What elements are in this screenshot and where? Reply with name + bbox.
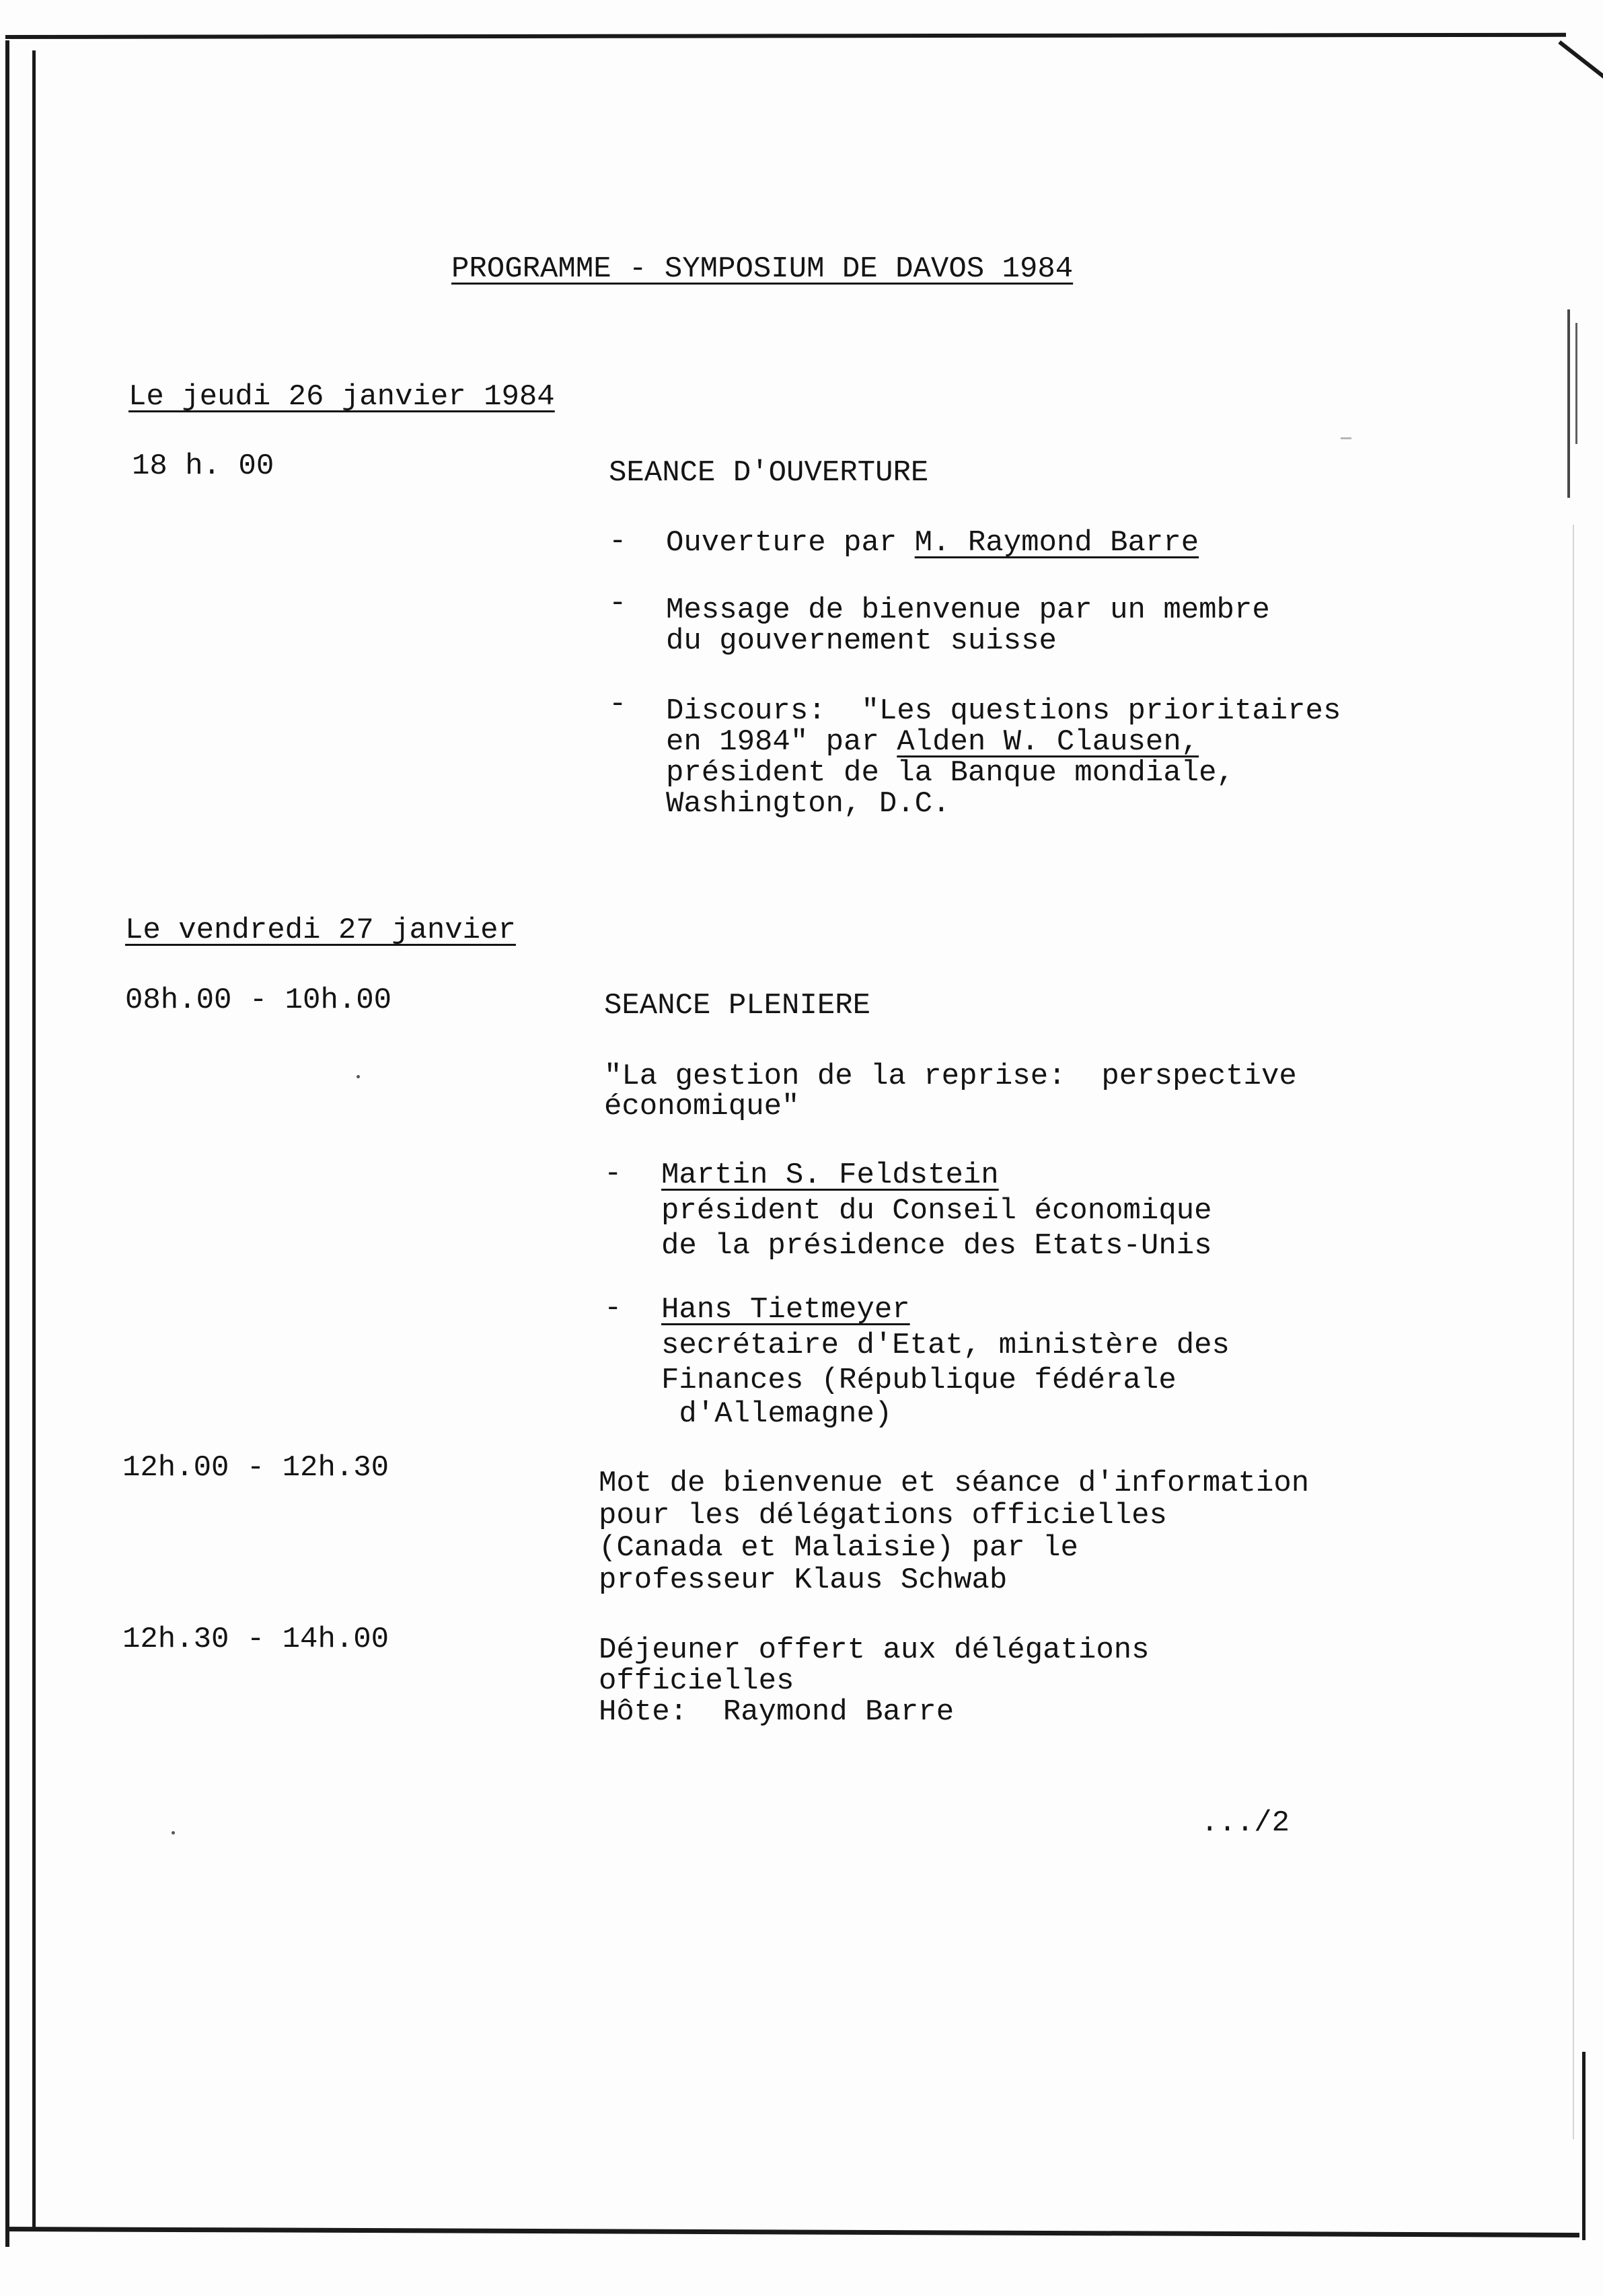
item-line: président de la Banque mondiale, — [666, 756, 1234, 790]
bottom-border — [5, 2227, 1579, 2237]
session-subtitle: économique" — [604, 1090, 800, 1123]
host-name: Raymond Barre — [722, 1695, 955, 1729]
host-label: Hôte: — [599, 1695, 723, 1729]
session-line: Mot de bienvenue et séance d'information — [599, 1467, 1310, 1500]
session-time: 12h.00 - 12h.30 — [122, 1451, 389, 1485]
session-line: Déjeuner offert aux délégations — [599, 1633, 1150, 1667]
item-text-part: en 1984" par — [666, 725, 897, 759]
item-line: Discours: "Les questions prioritaires — [666, 694, 1341, 728]
item-text-part: Ouverture par — [666, 526, 915, 560]
session-title: SEANCE D'OUVERTURE — [609, 456, 929, 490]
item-line — [666, 725, 1199, 759]
bullet-dash: - — [609, 688, 627, 721]
continuation-marker: .../2 — [1201, 1806, 1290, 1840]
item-text — [666, 526, 1199, 560]
left-border — [5, 40, 9, 2247]
speaker-role: de la présidence des Etats-Unis — [661, 1229, 1212, 1263]
session-title: SEANCE PLENIERE — [604, 989, 871, 1023]
page-title: PROGRAMME - SYMPOSIUM DE DAVOS 1984 — [451, 252, 1074, 286]
speckle — [357, 1075, 360, 1078]
day-heading: Le jeudi 26 janvier 1984 — [128, 380, 555, 414]
left-inner-border — [32, 50, 36, 2230]
session-time: 12h.30 - 14h.00 — [122, 1623, 389, 1656]
speaker-name: M. Raymond Barre — [914, 526, 1199, 560]
speaker-role: secrétaire d'Etat, ministère des — [661, 1329, 1230, 1362]
session-line: professeur Klaus Schwab — [599, 1563, 1008, 1597]
speckle — [172, 1831, 175, 1835]
speaker-role: président du Conseil économique — [661, 1194, 1212, 1228]
item-line: Washington, D.C. — [666, 787, 950, 821]
session-line: (Canada et Malaisie) par le — [599, 1531, 1078, 1565]
speaker-name: Alden W. Clausen, — [897, 725, 1199, 759]
top-border — [5, 33, 1566, 39]
bullet-dash: - — [604, 1157, 622, 1191]
speaker-role: d'Allemagne) — [661, 1397, 893, 1431]
speaker-name: Martin S. Feldstein — [661, 1158, 999, 1192]
right-edge-speckle — [1573, 525, 1574, 2139]
session-subtitle: "La gestion de la reprise: perspective — [604, 1060, 1297, 1093]
session-line: officielles — [599, 1664, 794, 1698]
right-edge — [1582, 2052, 1586, 2240]
item-line: Message de bienvenue par un membre — [666, 593, 1270, 627]
session-time: 18 h. 00 — [132, 449, 274, 483]
session-line: pour les délégations officielles — [599, 1499, 1167, 1532]
session-line — [599, 1695, 954, 1729]
speaker-role: Finances (République fédérale — [661, 1364, 1177, 1397]
right-edge-mark — [1567, 309, 1570, 498]
bullet-dash: - — [604, 1292, 622, 1325]
session-time: 08h.00 - 10h.00 — [125, 984, 392, 1017]
speaker-name: Hans Tietmeyer — [661, 1293, 910, 1327]
day-heading: Le vendredi 27 janvier — [125, 914, 516, 947]
bullet-dash: - — [609, 525, 627, 558]
bullet-dash: - — [609, 587, 627, 620]
speckle — [1341, 437, 1351, 439]
right-edge-mark — [1575, 323, 1577, 444]
top-right-fold — [1558, 40, 1603, 81]
item-line: du gouvernement suisse — [666, 624, 1057, 658]
